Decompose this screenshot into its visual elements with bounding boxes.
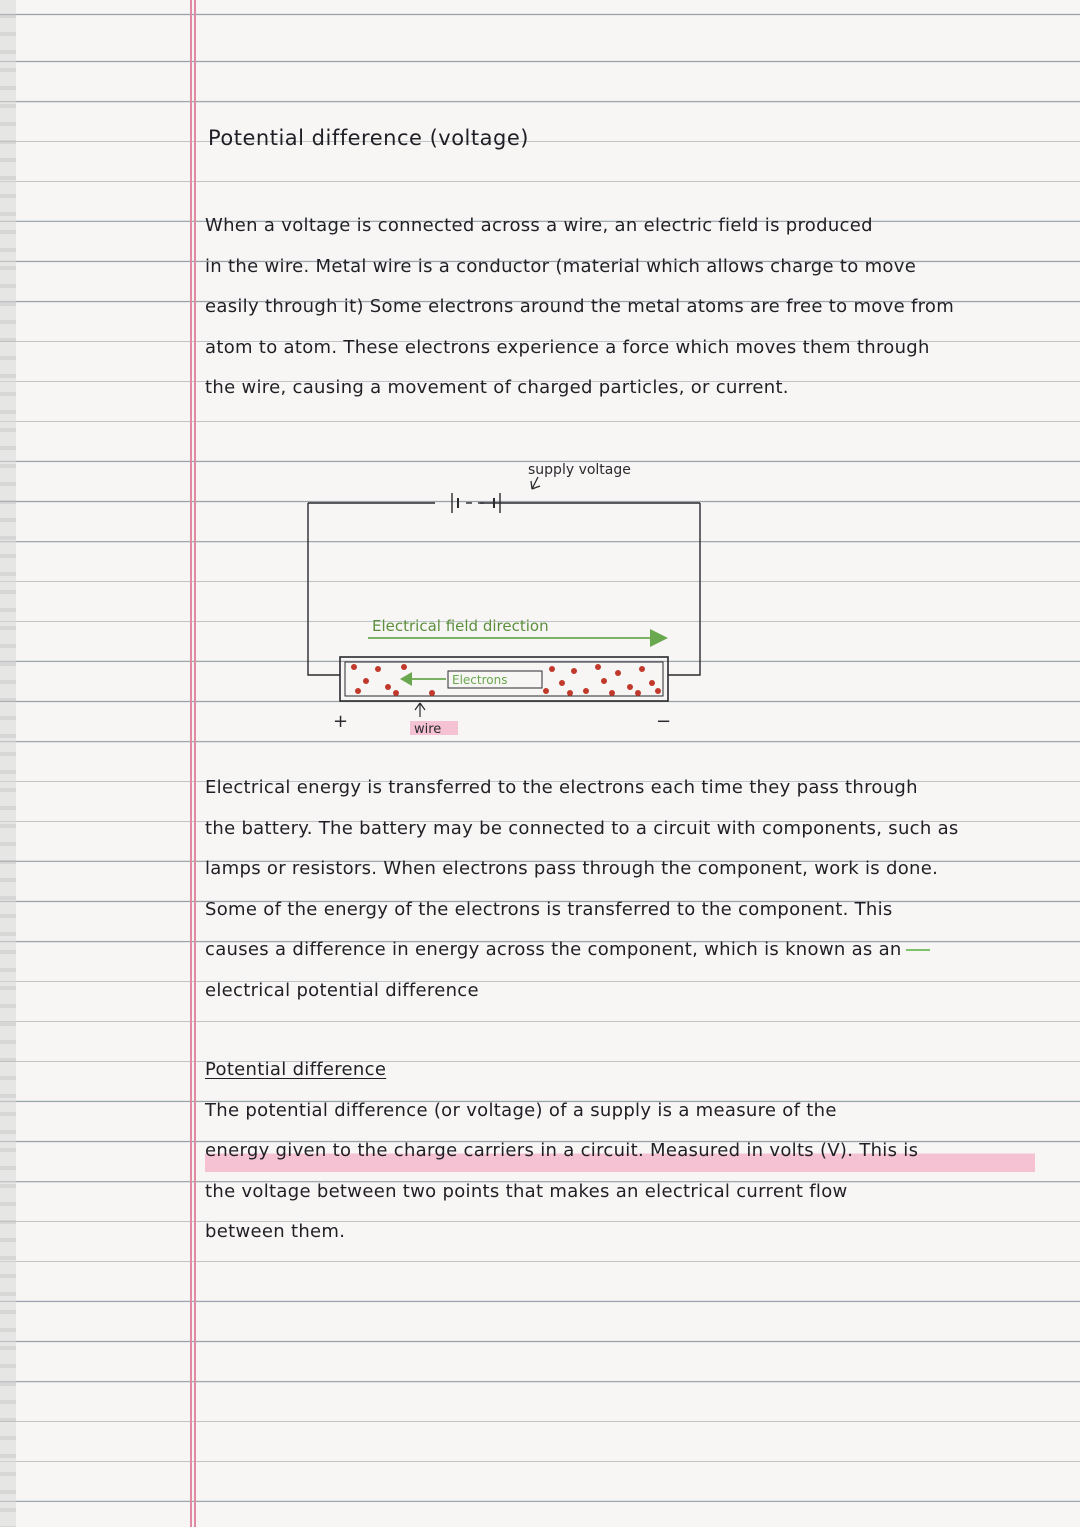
intro-paragraph <box>205 206 1055 409</box>
circuit-side-wires <box>308 503 700 675</box>
electron-dot <box>601 678 607 684</box>
electron-dot <box>401 664 407 670</box>
electron-dot <box>355 688 361 694</box>
electron-dot <box>635 690 641 696</box>
energy-line: the battery. The battery may be connected to a circuit with components, such as <box>205 817 959 839</box>
electron-dot <box>549 666 555 672</box>
supply-pointer-arrow <box>531 477 540 489</box>
energy-line: lamps or resistors. When electrons pass through the component, work is done. <box>205 858 939 879</box>
energy-line: Some of the energy of the electrons is transferred to the component. This <box>205 898 893 920</box>
electron-dot <box>363 678 369 684</box>
field-direction-label: Electrical field direction <box>372 617 549 635</box>
intro-line: When a voltage is connected across a wire, an electric field is produced <box>205 215 873 236</box>
electron-dot <box>595 664 601 670</box>
electron-dot <box>649 680 655 686</box>
definition-heading: Potential difference <box>205 1059 387 1080</box>
page-title: Potential difference (voltage) <box>208 126 529 150</box>
negative-terminal: − <box>656 711 672 732</box>
energy-line-text: causes a difference in energy across the component, which is known as an <box>205 939 902 960</box>
circuit-diagram-svg <box>300 455 720 755</box>
electron-dot <box>567 690 573 696</box>
electron-flow-arrowhead <box>400 672 412 686</box>
definition-line: the voltage between two points that makes an electrical current flow <box>205 1180 848 1202</box>
intro-line: in the wire. Metal wire is a conductor (material which allows charge to move <box>205 255 917 277</box>
electron-dot <box>385 684 391 690</box>
definition-line: between them. <box>205 1221 346 1242</box>
electron-dot <box>627 684 633 690</box>
circuit-diagram <box>300 455 720 755</box>
electron-dot <box>609 690 615 696</box>
electrons-label: Electrons <box>452 673 508 687</box>
electron-dot <box>543 688 549 694</box>
definition-section <box>205 1050 1035 1253</box>
energy-line <box>205 930 1035 971</box>
intro-line: atom to atom. These electrons experience a force which moves them through <box>205 336 930 358</box>
wire-pointer-arrow <box>415 703 425 717</box>
wire-label: wire <box>414 722 442 737</box>
electron-dot <box>615 670 621 676</box>
electron-dot <box>393 690 399 696</box>
electron-dot <box>351 664 357 670</box>
electron-dot <box>639 666 645 672</box>
intro-line: the wire, causing a movement of charged particles, or current. <box>205 377 789 398</box>
electron-dot <box>559 680 565 686</box>
definition-line: The potential difference (or voltage) of a supply is a measure of the <box>205 1099 837 1121</box>
field-direction-arrowhead <box>650 629 668 647</box>
electron-dot <box>571 668 577 674</box>
energy-line: Electrical energy is transferred to the electrons each time they pass through <box>205 777 918 798</box>
intro-line: easily through it) Some electrons around the metal atoms are free to move from <box>205 296 955 317</box>
margin-line-inner <box>194 0 196 1527</box>
electron-dot <box>429 690 435 696</box>
energy-paragraph <box>205 768 1035 1011</box>
energy-line: electrical potential difference <box>205 979 479 1001</box>
green-underline-mark <box>906 949 930 951</box>
positive-terminal: + <box>333 711 349 732</box>
supply-voltage-label: supply voltage <box>528 462 631 478</box>
spiral-binding <box>0 0 16 1527</box>
definition-line: energy given to the charge carriers in a circuit. Measured in volts (V). This is <box>205 1131 1035 1172</box>
margin-line <box>190 0 192 1527</box>
electron-dot <box>583 688 589 694</box>
electron-dot <box>655 688 661 694</box>
electron-dot <box>375 666 381 672</box>
